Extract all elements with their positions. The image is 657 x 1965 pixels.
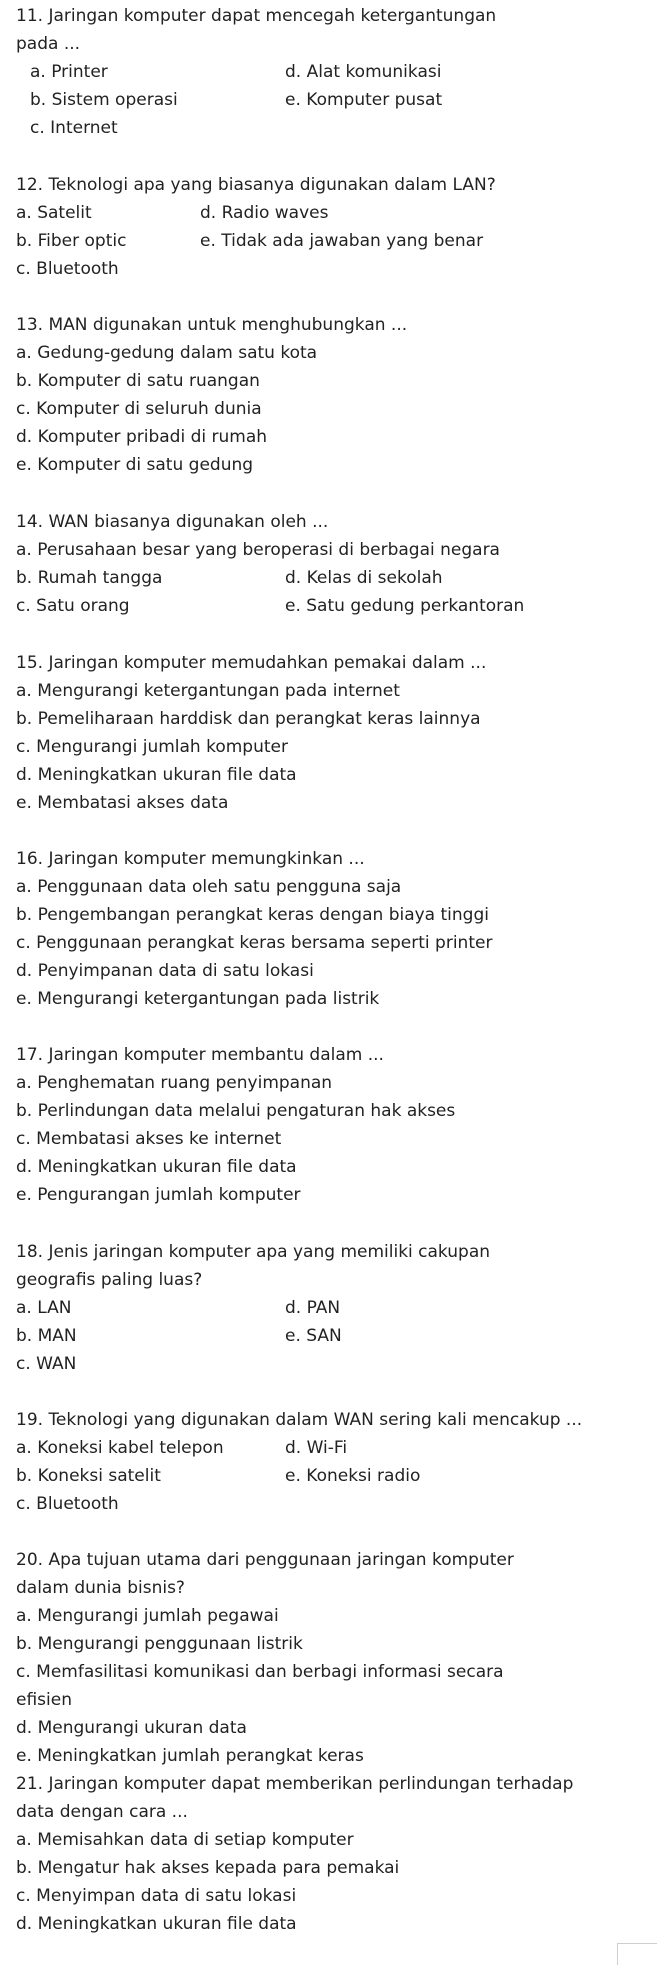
line-text: e. Membatasi akses data <box>16 793 229 813</box>
quiz-line <box>0 395 657 423</box>
quiz-line <box>0 86 657 114</box>
quiz-line <box>0 367 657 395</box>
line-text: b. Koneksi satelit <box>16 1466 161 1486</box>
quiz-line <box>0 171 657 199</box>
quiz-line <box>0 1490 657 1518</box>
quiz-line <box>0 1630 657 1658</box>
line-text: 19. Teknologi yang digunakan dalam WAN sering kali mencakup ... <box>16 1410 583 1430</box>
line-text: c. WAN <box>16 1354 77 1374</box>
quiz-line <box>0 873 657 901</box>
quiz-line <box>0 451 657 479</box>
line-text: efisien <box>16 1690 72 1710</box>
quiz-line <box>0 929 657 957</box>
line-text: e. Meningkatkan jumlah perangkat keras <box>16 1746 364 1766</box>
line-text: e. Pengurangan jumlah komputer <box>16 1185 301 1205</box>
quiz-line <box>0 1574 657 1602</box>
line-text: d. Meningkatkan ukuran file data <box>16 1914 297 1934</box>
quiz-line <box>0 1406 657 1434</box>
line-text: b. Rumah tangga <box>16 568 163 588</box>
line-text: d. Meningkatkan ukuran file data <box>16 1157 297 1177</box>
line-text: b. Pemeliharaan harddisk dan perangkat keras lainnya <box>16 709 481 729</box>
line-text: e. Komputer di satu gedung <box>16 455 254 475</box>
line-text: 18. Jenis jaringan komputer apa yang memiliki cakupan <box>16 1242 491 1262</box>
quiz-line <box>0 1826 657 1854</box>
quiz-line <box>0 227 657 255</box>
quiz-line <box>0 1770 657 1798</box>
line-text: 11. Jaringan komputer dapat mencegah ketergantungan <box>16 6 497 26</box>
quiz-line <box>0 649 657 677</box>
quiz-line <box>0 1181 657 1209</box>
line-text: 13. MAN digunakan untuk menghubungkan ... <box>16 315 408 335</box>
line-text: geografis paling luas? <box>16 1270 203 1290</box>
quiz-line <box>0 1322 657 1350</box>
quiz-line <box>0 733 657 761</box>
quiz-line <box>0 339 657 367</box>
quiz-line <box>0 1798 657 1826</box>
quiz-line <box>0 1854 657 1882</box>
line-text: e. Mengurangi ketergantungan pada listrik <box>16 989 380 1009</box>
quiz-line <box>0 1602 657 1630</box>
line-text: d. Komputer pribadi di rumah <box>16 427 268 447</box>
quiz-line <box>0 1658 657 1686</box>
line-text: pada ... <box>16 34 81 54</box>
quiz-line <box>0 199 657 227</box>
quiz-line <box>0 1238 657 1266</box>
line-text: c. Bluetooth <box>16 1494 119 1514</box>
quiz-line <box>0 592 657 620</box>
line-text: c. Mengurangi jumlah komputer <box>16 737 288 757</box>
line-text: c. Komputer di seluruh dunia <box>16 399 262 419</box>
quiz-line <box>0 1686 657 1714</box>
quiz-line <box>0 311 657 339</box>
line-text: 12. Teknologi apa yang biasanya digunakan dalam LAN? <box>16 175 496 195</box>
line-text: b. Mengurangi penggunaan listrik <box>16 1634 303 1654</box>
quiz-line <box>0 761 657 789</box>
line-text: a. LAN <box>16 1298 72 1318</box>
line-text: dalam dunia bisnis? <box>16 1578 185 1598</box>
quiz-line <box>0 1742 657 1770</box>
quiz-line <box>0 1350 657 1378</box>
quiz-line <box>0 58 657 86</box>
line-text-right: d. Alat komunikasi <box>285 62 442 82</box>
line-text: 16. Jaringan komputer memungkinkan ... <box>16 849 365 869</box>
quiz-line <box>0 564 657 592</box>
quiz-line <box>0 677 657 705</box>
quiz-line <box>0 1266 657 1294</box>
quiz-line <box>0 1882 657 1910</box>
line-text-right: e. Komputer pusat <box>285 90 443 110</box>
line-text: b. Komputer di satu ruangan <box>16 371 260 391</box>
line-text-right: d. Wi-Fi <box>285 1438 348 1458</box>
line-text: a. Gedung-gedung dalam satu kota <box>16 343 318 363</box>
line-text-right: e. Tidak ada jawaban yang benar <box>200 231 484 251</box>
line-text: 20. Apa tujuan utama dari penggunaan jaringan komputer <box>16 1550 514 1570</box>
line-text: a. Mengurangi jumlah pegawai <box>16 1606 279 1626</box>
line-text: a. Memisahkan data di setiap komputer <box>16 1830 354 1850</box>
line-text: c. Memfasilitasi komunikasi dan berbagi informasi secara <box>16 1662 504 1682</box>
line-text-right: e. Koneksi radio <box>285 1466 421 1486</box>
line-text: c. Satu orang <box>16 596 130 616</box>
quiz-line <box>0 705 657 733</box>
line-text: d. Penyimpanan data di satu lokasi <box>16 961 314 981</box>
line-text: 15. Jaringan komputer memudahkan pemakai dalam ... <box>16 653 487 673</box>
line-text: c. Membatasi akses ke internet <box>16 1129 282 1149</box>
line-text: a. Satelit <box>16 203 92 223</box>
line-text: c. Bluetooth <box>16 259 119 279</box>
line-text-right: e. Satu gedung perkantoran <box>285 596 525 616</box>
line-text: d. Meningkatkan ukuran file data <box>16 765 297 785</box>
line-text: b. Perlindungan data melalui pengaturan hak akses <box>16 1101 456 1121</box>
line-text: c. Internet <box>30 118 118 138</box>
quiz-line <box>0 901 657 929</box>
line-text: b. Pengembangan perangkat keras dengan biaya tinggi <box>16 905 489 925</box>
quiz-line <box>0 255 657 283</box>
line-text: a. Perusahaan besar yang beroperasi di berbagai negara <box>16 540 500 560</box>
quiz-line <box>0 1041 657 1069</box>
quiz-line <box>0 789 657 817</box>
line-text: 17. Jaringan komputer membantu dalam ... <box>16 1045 384 1065</box>
quiz-line <box>0 985 657 1013</box>
line-text-right: d. PAN <box>285 1298 341 1318</box>
quiz-line <box>0 536 657 564</box>
quiz-line <box>0 1462 657 1490</box>
quiz-line <box>0 845 657 873</box>
quiz-line <box>0 508 657 536</box>
line-text: b. Mengatur hak akses kepada para pemakai <box>16 1858 400 1878</box>
line-text: c. Penggunaan perangkat keras bersama seperti printer <box>16 933 493 953</box>
line-text-right: d. Radio waves <box>200 203 329 223</box>
quiz-line <box>0 1069 657 1097</box>
quiz-line <box>0 423 657 451</box>
quiz-line <box>0 1910 657 1938</box>
quiz-line <box>0 2 657 30</box>
quiz-line <box>0 1294 657 1322</box>
line-text: b. MAN <box>16 1326 77 1346</box>
line-text: c. Menyimpan data di satu lokasi <box>16 1886 297 1906</box>
line-text: 21. Jaringan komputer dapat memberikan perlindungan terhadap <box>16 1774 574 1794</box>
quiz-line <box>0 1097 657 1125</box>
line-text: a. Penghematan ruang penyimpanan <box>16 1073 333 1093</box>
quiz-line <box>0 1714 657 1742</box>
line-text: a. Koneksi kabel telepon <box>16 1438 224 1458</box>
quiz-line <box>0 114 657 142</box>
quiz-line <box>0 957 657 985</box>
line-text-right: e. SAN <box>285 1326 342 1346</box>
line-text: b. Sistem operasi <box>30 90 178 110</box>
line-text: a. Printer <box>30 62 108 82</box>
corner-box <box>617 1943 657 1965</box>
line-text: 14. WAN biasanya digunakan oleh ... <box>16 512 329 532</box>
line-text: a. Mengurangi ketergantungan pada internet <box>16 681 400 701</box>
line-text: data dengan cara ... <box>16 1802 188 1822</box>
quiz-line <box>0 1546 657 1574</box>
line-text-right: d. Kelas di sekolah <box>285 568 443 588</box>
line-text: b. Fiber optic <box>16 231 127 251</box>
line-text: a. Penggunaan data oleh satu pengguna saja <box>16 877 402 897</box>
quiz-line <box>0 30 657 58</box>
quiz-line <box>0 1153 657 1181</box>
quiz-line <box>0 1125 657 1153</box>
quiz-line <box>0 1434 657 1462</box>
line-text: d. Mengurangi ukuran data <box>16 1718 247 1738</box>
